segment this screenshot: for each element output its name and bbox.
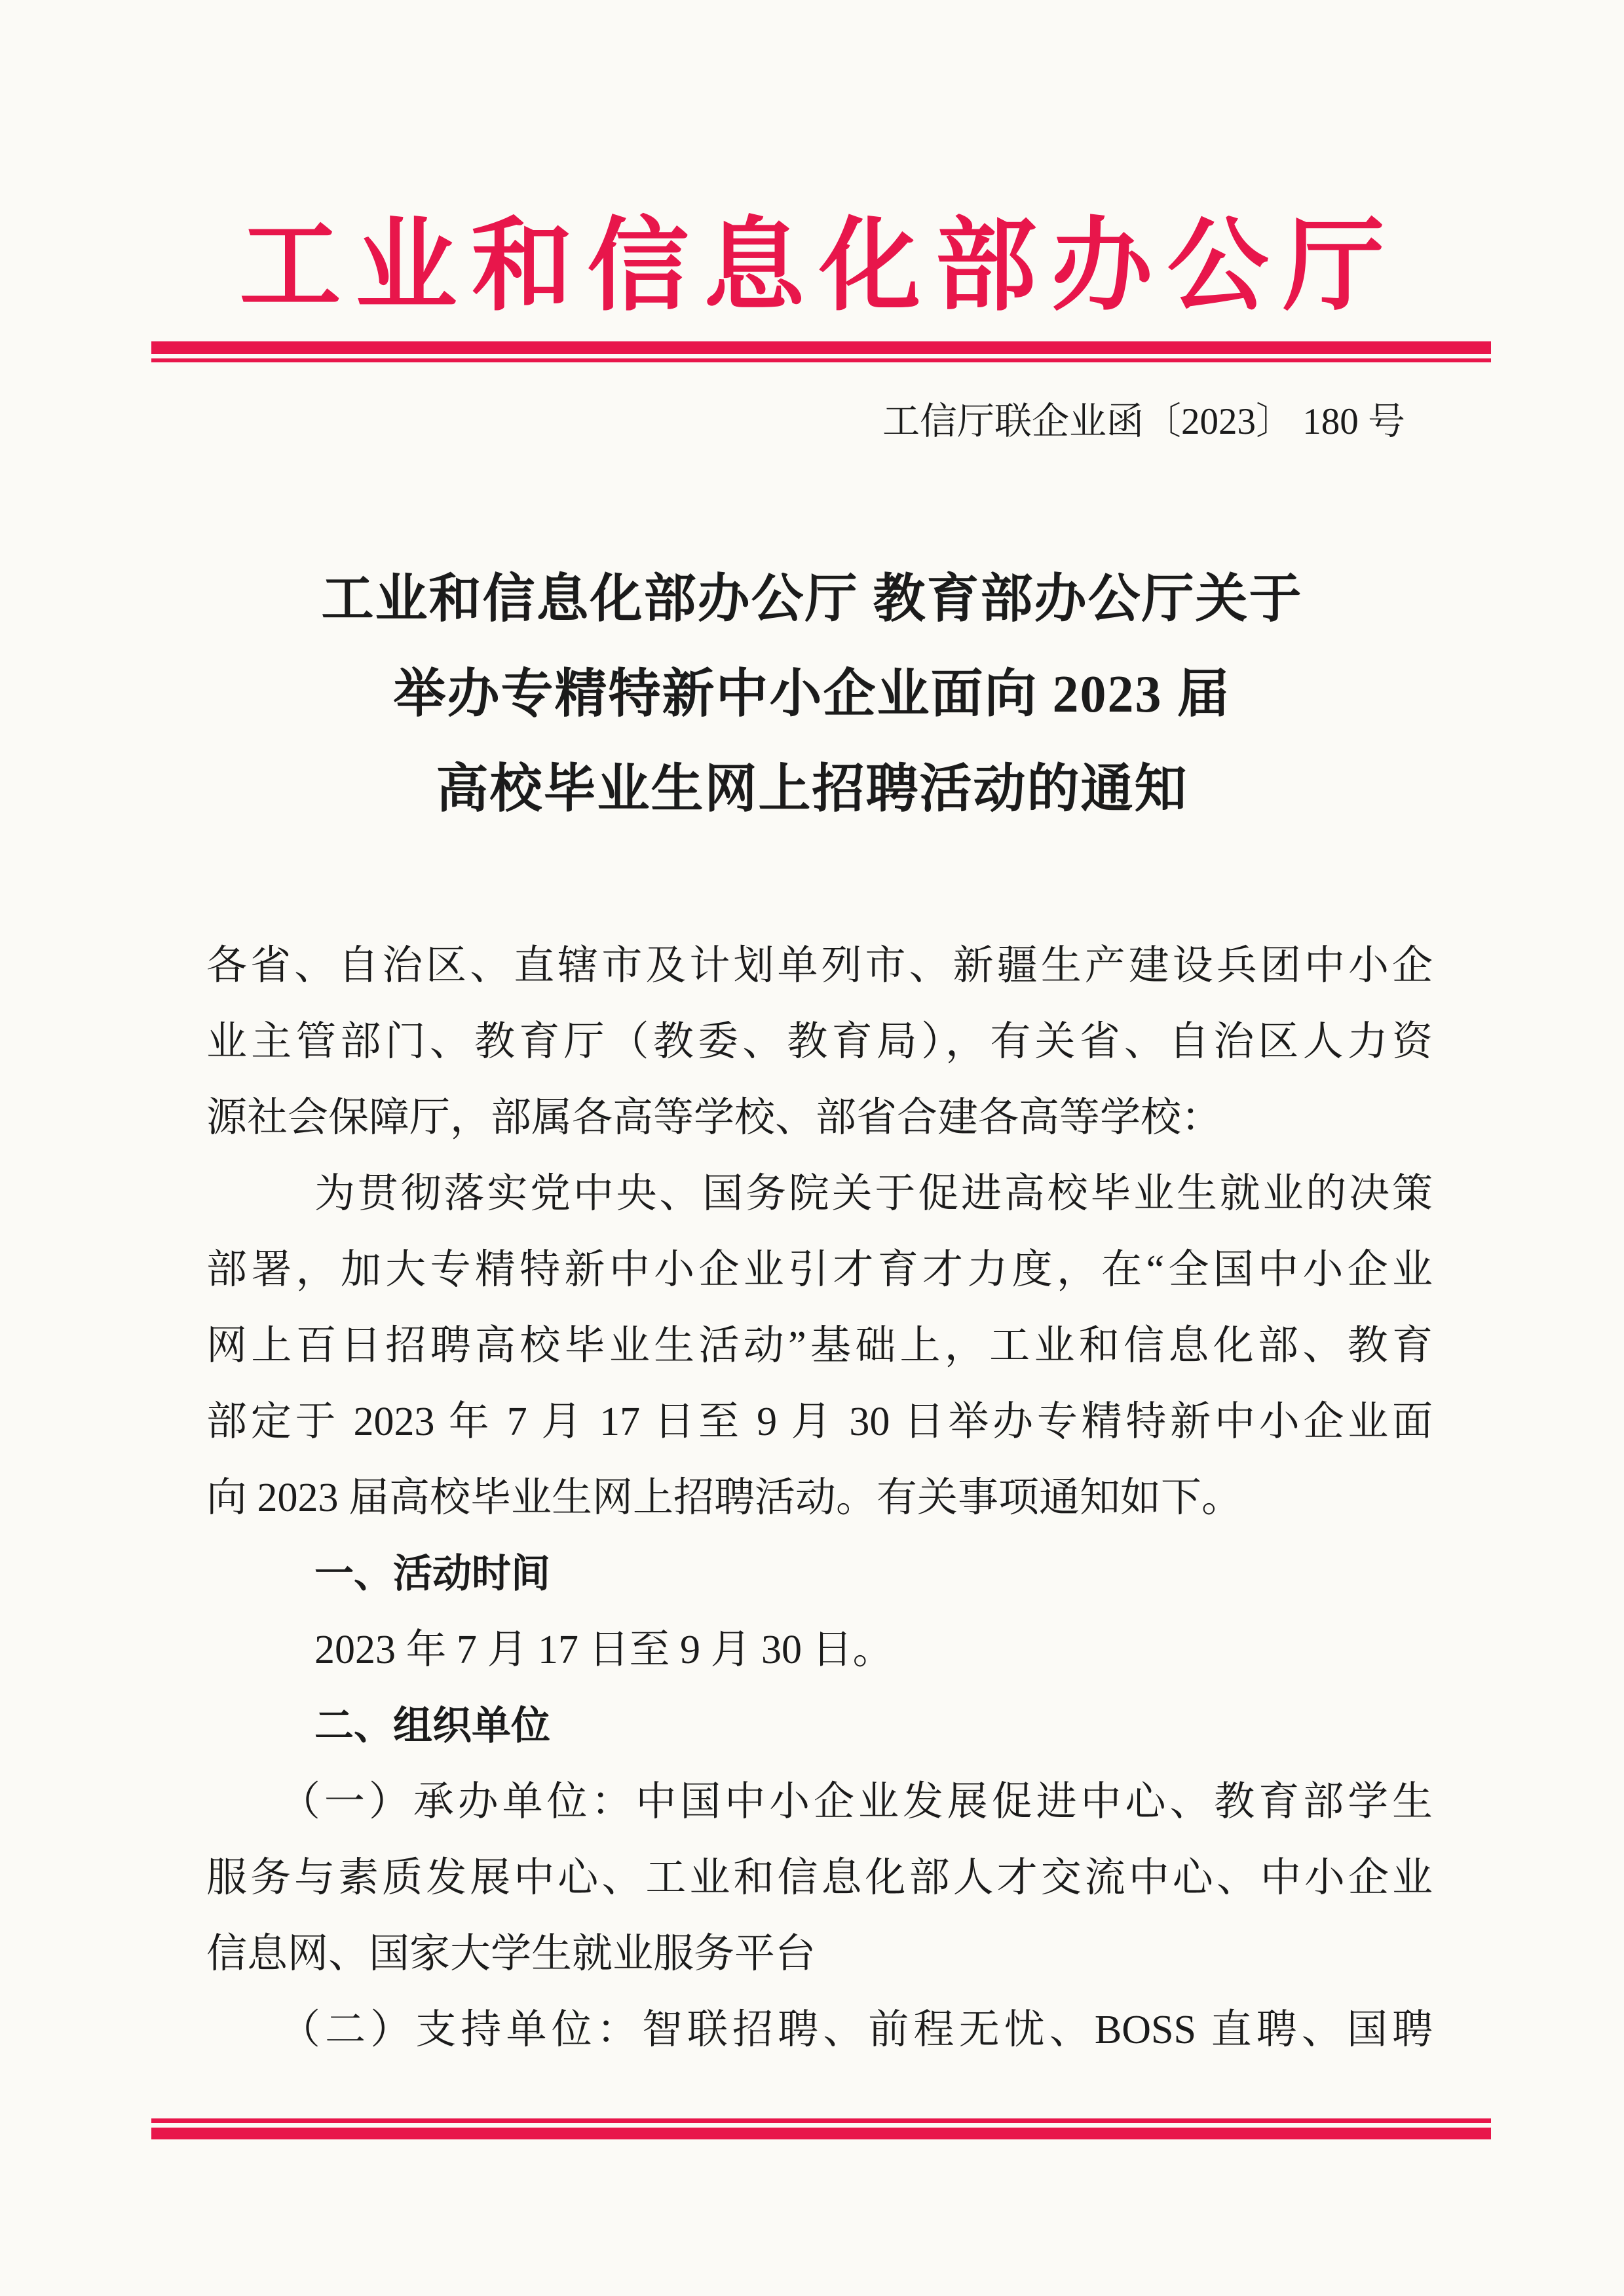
header-rule-thin xyxy=(151,358,1491,362)
body-line: 部署，加大专精特新中小企业引才育才力度，在“全国中小企业 xyxy=(206,1248,1433,1292)
document-title-line: 举办专精特新中小企业面向 2023 届 xyxy=(393,666,1231,723)
section-heading: 二、组织单位 xyxy=(314,1704,550,1748)
document-body xyxy=(206,928,1433,2068)
body-line: 业主管部门、教育厅（教委、教育局），有关省、自治区人力资 xyxy=(206,1020,1433,1064)
body-line: 信息网、国家大学生就业服务平台 xyxy=(206,1932,816,1976)
body-line: 向 2023 届高校毕业生网上招聘活动。有关事项通知如下。 xyxy=(206,1476,1243,1520)
document-reference-number: 工信厅联企业函〔2023〕 180 号 xyxy=(882,401,1405,442)
agency-letterhead-title: 工业和信息化部办公厅 xyxy=(239,210,1399,323)
body-line: （二）支持单位：智联招聘、前程无忧、BOSS 直聘、国聘 xyxy=(280,2008,1433,2052)
body-line: 各省、自治区、直辖市及计划单列市、新疆生产建设兵团中小企 xyxy=(206,944,1433,988)
document-title xyxy=(0,552,1624,837)
section-heading: 一、活动时间 xyxy=(314,1552,550,1596)
header-rule-thick xyxy=(151,341,1491,354)
document-title-line: 工业和信息化部办公厅 教育部办公厅关于 xyxy=(321,571,1303,628)
body-line: 部定于 2023 年 7 月 17 日至 9 月 30 日举办专精特新中小企业面 xyxy=(206,1400,1433,1444)
body-line: 为贯彻落实党中央、国务院关于促进高校毕业生就业的决策 xyxy=(314,1172,1433,1216)
body-line: 2023 年 7 月 17 日至 9 月 30 日。 xyxy=(314,1628,894,1672)
document-title-line: 高校毕业生网上招聘活动的通知 xyxy=(436,761,1188,818)
body-line: 网上百日招聘高校毕业生活动”基础上，工业和信息化部、教育 xyxy=(206,1324,1433,1368)
body-line: （一）承办单位：中国中小企业发展促进中心、教育部学生 xyxy=(280,1780,1433,1824)
body-line: 服务与素质发展中心、工业和信息化部人才交流中心、中小企业 xyxy=(206,1856,1433,1900)
body-line: 源社会保障厅，部属各高等学校、部省合建各高等学校： xyxy=(206,1096,1222,1140)
footer-rule-thick xyxy=(151,2128,1491,2139)
footer-rule-thin xyxy=(151,2118,1491,2123)
